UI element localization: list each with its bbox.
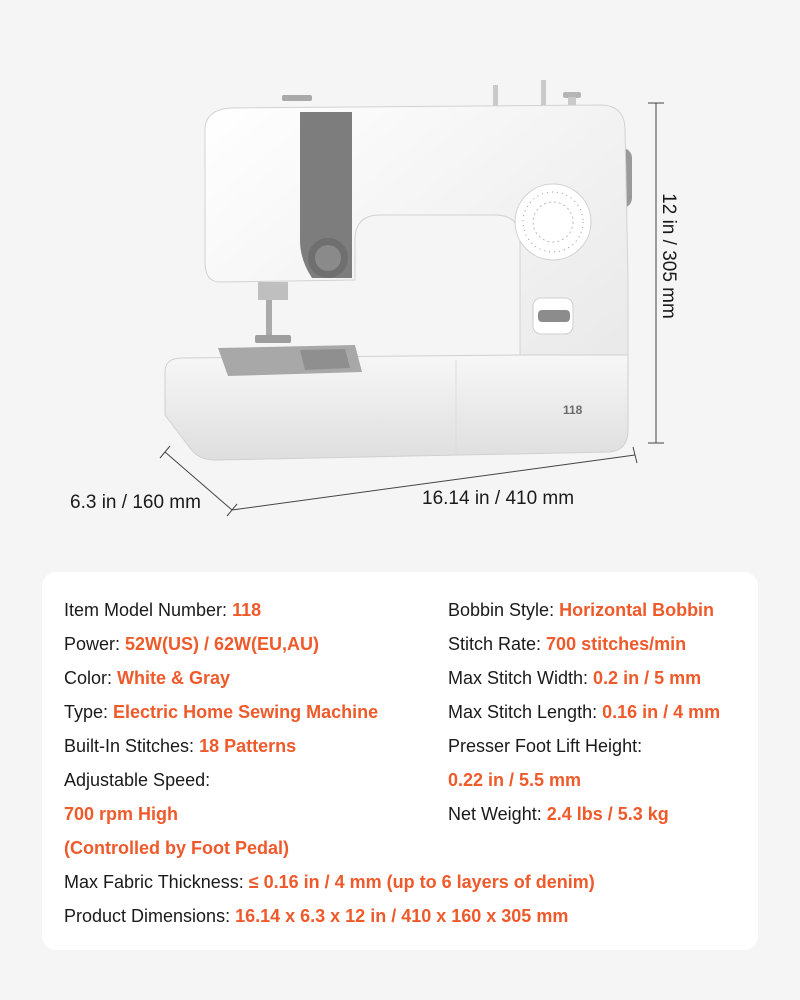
spec-adjustable-speed-value: 700 rpm High: [64, 804, 179, 824]
spec-max-stitch-length: Max Stitch Length: 0.16 in / 4 mm: [448, 702, 721, 722]
spec-product-dimensions: Product Dimensions: 16.14 x 6.3 x 12 in / 410 x 160 x 305 mm: [64, 906, 569, 926]
thread-guide: [282, 95, 312, 101]
model-print: 118: [563, 403, 583, 417]
spec-stitch-rate: Stitch Rate: 700 stitches/min: [448, 634, 687, 654]
spec-type: Type: Electric Home Sewing Machine: [64, 702, 379, 722]
length-dimension-label: 16.14 in / 410 mm: [422, 488, 575, 509]
spec-max-stitch-width: Max Stitch Width: 0.2 in / 5 mm: [448, 668, 702, 688]
width-dimension-label: 6.3 in / 160 mm: [70, 492, 201, 513]
specifications-card: [42, 572, 758, 950]
spec-model-number: Item Model Number: 118: [64, 600, 262, 620]
spec-power: Power: 52W(US) / 62W(EU,AU): [64, 634, 320, 654]
spec-bobbin-style: Bobbin Style: Horizontal Bobbin: [448, 600, 715, 620]
needle-bar: [258, 282, 288, 300]
spec-adjustable-speed-label: Adjustable Speed:: [64, 770, 211, 790]
spec-color: Color: White & Gray: [64, 668, 231, 688]
spec-presser-foot-lift-value: 0.22 in / 5.5 mm: [448, 770, 582, 790]
pattern-dial: [515, 184, 591, 260]
spec-presser-foot-lift-label: Presser Foot Lift Height:: [448, 736, 643, 756]
spec-adjustable-speed-note: (Controlled by Foot Pedal): [64, 838, 289, 858]
presser-foot: [255, 335, 291, 343]
reverse-lever: [538, 310, 570, 322]
height-dimension-label: 12 in / 305 mm: [658, 193, 679, 319]
spec-net-weight: Net Weight: 2.4 lbs / 5.3 kg: [448, 804, 669, 824]
spec-built-in-stitches: Built-In Stitches: 18 Patterns: [64, 736, 297, 756]
spec-max-fabric-thickness: Max Fabric Thickness: ≤ 0.16 in / 4 mm (up to 6 layers of denim): [64, 872, 595, 892]
